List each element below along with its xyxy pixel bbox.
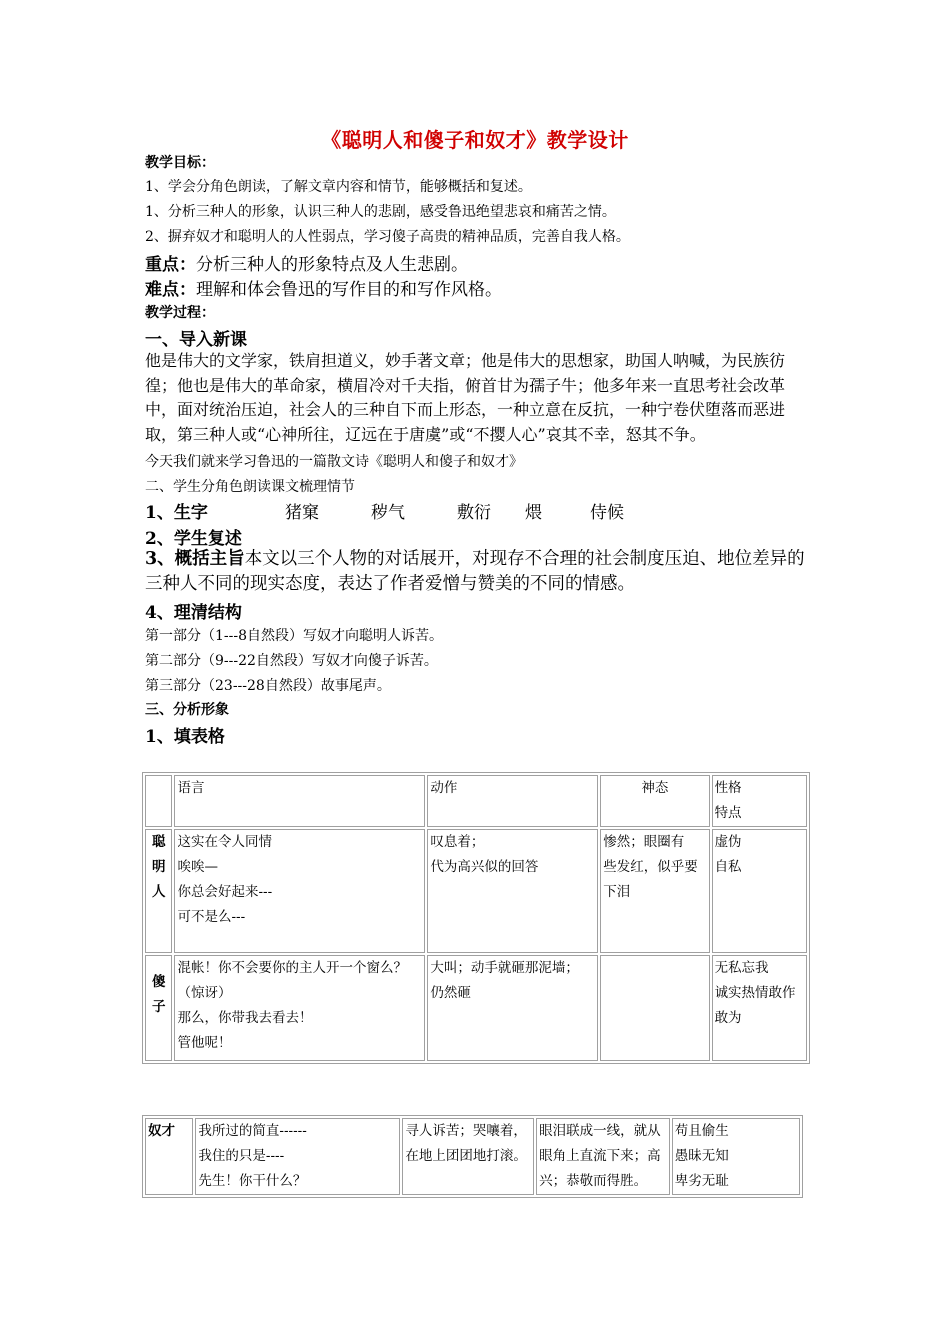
- difficulty-text: 理解和体会鲁迅的写作目的和写作风格。: [196, 280, 502, 300]
- section2-heading: 二、学生分角色朗读课文梳理情节: [145, 479, 355, 495]
- goal-item: 1、学会分角色朗读，了解文章内容和情节，能够概括和复述。: [145, 179, 532, 195]
- table-row: [145, 829, 807, 953]
- row-name-cell: [145, 1118, 193, 1195]
- cell-text: 眼角上直流下来；高: [539, 1148, 661, 1164]
- structure-item: 第一部分（1---8自然段）写奴才向聪明人诉苦。: [145, 628, 444, 644]
- theme-label: 3、概括主旨: [145, 549, 245, 569]
- row-name: 奴才: [148, 1123, 175, 1139]
- cell-text: 代为高兴似的回答: [430, 859, 539, 875]
- language-cell: [174, 829, 425, 953]
- intro-paragraph: 他是伟大的文学家，铁肩担道义，妙手著文章；他是伟大的思想家，助国人呐喊，为民族彷徨；他也是伟大的革命家，横眉冷对千夫指，俯首甘为孺子牛；他多年来一直思考社会改革中，面对统治压迫，社会人的三种自下而上形态，一种立意在反抗，一种宁卷伏堕落而恶进取，第三种人或“心神所往，辽远在于唐虞”或“不撄人心”哀其不幸，怒其不争。: [145, 351, 786, 444]
- header-character-label: 性格特点: [714, 780, 742, 821]
- cell-text: 在地上团团地打滚。: [405, 1148, 527, 1164]
- cell-text: 这实在令人同情: [177, 834, 272, 850]
- goal-item: 1、分析三种人的形象，认识三种人的悲剧，感受鲁迅绝望悲哀和痛苦之情。: [145, 204, 616, 220]
- structure-item: 第三部分（23---28自然段）故事尾声。: [145, 678, 391, 694]
- cell-text: 混帐！你不会要你的主人开一个窗么？: [177, 960, 407, 976]
- vocab-word: 敷衍: [457, 503, 491, 523]
- table-row: [145, 955, 807, 1061]
- difficulty-label: 难点：: [145, 280, 196, 300]
- language-cell: [195, 1118, 400, 1195]
- cell-text: 卑劣无耻: [674, 1173, 729, 1189]
- expression-cell: [600, 955, 709, 1061]
- character-cell: [712, 955, 807, 1061]
- vocab-word: 猪窠: [285, 503, 319, 523]
- cell-text: 些发红，似乎要: [603, 859, 698, 875]
- page-title: 《聪明人和傻子和奴才》教学设计: [321, 128, 629, 152]
- cell-text: 自私: [714, 859, 742, 875]
- vocab-word: 煨: [525, 503, 542, 523]
- header-language-label: 语言: [177, 780, 205, 796]
- theme-text: 本文以三个人物的对话展开，对现存不合理的社会制度压迫、地位差异的三种人不同的现实态度，表达了作者爱憎与赞美的不同的情感。: [145, 549, 805, 594]
- analysis-table: [142, 772, 810, 1064]
- action-cell: [402, 1118, 534, 1195]
- header-action-label: 动作: [430, 780, 458, 796]
- section1-heading: 一、导入新课: [145, 330, 247, 350]
- cell-text: 诚实热情敢作: [714, 985, 796, 1001]
- header-character: [712, 775, 807, 827]
- goal-item: 2、摒弃奴才和聪明人的人性弱点，学习傻子高贵的精神品质，完善自我人格。: [145, 229, 630, 245]
- analysis-table-continued: [142, 1115, 803, 1198]
- cell-text: 惨然；眼圈有: [603, 834, 685, 850]
- theme-paragraph: [145, 547, 813, 597]
- vocab-word: 秽气: [371, 503, 405, 523]
- fill-table-heading: 1、填表格: [145, 727, 225, 747]
- expression-cell: [536, 1118, 670, 1195]
- row-name: 傻子: [151, 974, 166, 1015]
- table-row: [145, 1118, 800, 1195]
- cell-text: 那么，你带我去看去！: [177, 1010, 313, 1026]
- expression-cell: [600, 829, 709, 953]
- cell-text: （惊讶）: [177, 985, 232, 1001]
- cell-text: 管他呢！: [177, 1035, 232, 1051]
- cell-text: 可不是么---: [177, 909, 246, 925]
- table-header-row: [145, 775, 807, 827]
- action-cell: [427, 955, 598, 1061]
- difficulty: [145, 275, 502, 300]
- key-point: [145, 250, 468, 275]
- cell-text: 无私忘我: [714, 960, 769, 976]
- character-cell: [672, 1118, 800, 1195]
- section3-heading: 三、分析形象: [145, 702, 229, 718]
- cell-text: 唉唉—: [177, 859, 218, 875]
- cell-text: 你总会好起来---: [177, 884, 273, 900]
- intro-last-line: 今天我们就来学习鲁迅的一篇散文诗《聪明人和傻子和奴才》: [145, 454, 523, 470]
- table-corner-cell: [145, 775, 172, 827]
- cell-text: 先生！你干什么？: [198, 1173, 307, 1189]
- row-name: 聪明人: [151, 834, 166, 900]
- header-expression: [600, 775, 709, 827]
- key-point-label: 重点：: [145, 255, 196, 275]
- cell-text: 苟且偷生: [674, 1123, 729, 1139]
- structure-heading: 4、理清结构: [145, 603, 242, 623]
- language-cell: [174, 955, 425, 1061]
- cell-text: 敢为: [714, 1010, 742, 1026]
- cell-text: 寻人诉苦；哭嚷着，: [405, 1123, 527, 1139]
- header-action: [427, 775, 598, 827]
- row-name-cell: [145, 955, 172, 1061]
- cell-text: 虚伪: [714, 834, 742, 850]
- cell-text: 仍然砸: [430, 985, 471, 1001]
- cell-text: 下泪: [603, 884, 631, 900]
- header-expression-label: 神态: [641, 780, 669, 796]
- vocab-word: 侍候: [590, 503, 624, 523]
- cell-text: 愚昧无知: [674, 1148, 729, 1164]
- cell-text: 眼泪联成一线，就从: [539, 1123, 661, 1139]
- action-cell: [427, 829, 598, 953]
- cell-text: 大叫；动手就砸那泥墙；: [430, 960, 579, 976]
- cell-text: 兴；恭敬而得胜。: [539, 1173, 648, 1189]
- vocab-label: 1、生字: [145, 503, 208, 523]
- character-cell: [712, 829, 807, 953]
- header-language: [174, 775, 425, 827]
- row-name-cell: [145, 829, 172, 953]
- goals-heading: 教学目标：: [145, 155, 215, 171]
- retell-heading: 2、学生复述: [145, 529, 242, 549]
- cell-text: 我所过的简直------: [198, 1123, 307, 1139]
- vocab-line: [145, 498, 624, 523]
- cell-text: 我住的只是----: [198, 1148, 285, 1164]
- key-point-text: 分析三种人的形象特点及人生悲剧。: [196, 255, 468, 275]
- cell-text: 叹息着；: [430, 834, 485, 850]
- process-heading: 教学过程：: [145, 305, 215, 321]
- structure-item: 第二部分（9---22自然段）写奴才向傻子诉苦。: [145, 653, 438, 669]
